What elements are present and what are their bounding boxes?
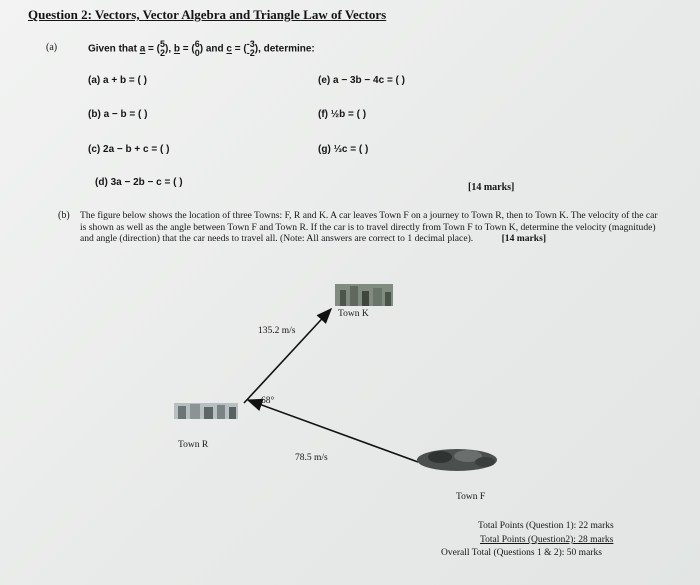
town-f-image — [417, 449, 497, 471]
item-g: (g) ⅓c = ( ) — [318, 144, 369, 155]
determine-text: , determine: — [258, 43, 315, 55]
velocity-rk-label: 135.2 m/s — [258, 326, 296, 336]
town-r-image — [174, 403, 238, 419]
angle-label: 68° — [261, 396, 275, 406]
item-e: (e) a − 3b − 4c = ( ) — [318, 75, 405, 86]
part-a-given-line: Given that a = ( 5 2 ), b = ( 6 0 ) and c = ( -3 -2 ), determine: — [88, 39, 315, 58]
item-a: (a) a + b = ( ) — [88, 75, 147, 86]
vector-a: 5 2 — [159, 39, 165, 58]
item-c: (c) 2a − b + c = ( ) — [88, 144, 170, 155]
question-title: Question 2: Vectors, Vector Algebra and Triangle Law of Vectors — [28, 7, 387, 22]
vector-r-to-k — [244, 309, 331, 403]
vector-c: -3 -2 — [246, 39, 255, 58]
town-r-label: Town R — [178, 440, 209, 450]
item-f: (f) ½b = ( ) — [318, 109, 367, 120]
vector-b-name: b — [173, 43, 180, 55]
item-d: (d) 3a − 2b − c = ( ) — [95, 177, 183, 188]
total-q1: Total Points (Question 1): 22 marks — [478, 521, 614, 531]
town-f-label: Town F — [456, 492, 486, 502]
vector-f-to-r — [248, 400, 418, 462]
part-a-marks: [14 marks] — [468, 182, 515, 193]
part-a-label: (a) — [46, 42, 58, 53]
item-b: (b) a − b = ( ) — [88, 109, 148, 120]
and-text: and — [205, 43, 224, 55]
town-k-label: Town K — [338, 309, 369, 319]
part-b-label: (b) — [58, 210, 70, 221]
vector-b: 6 0 — [194, 39, 200, 58]
total-q2: Total Points (Question2): 28 marks — [480, 535, 614, 545]
given-prefix: Given that — [88, 43, 137, 55]
vector-a-name: a — [139, 43, 146, 55]
overall-total: Overall Total (Questions 1 & 2): 50 marks — [441, 548, 602, 558]
velocity-fr-label: 78.5 m/s — [295, 453, 328, 463]
part-b-marks: [14 marks] — [501, 233, 547, 245]
vector-c-name: c — [226, 43, 232, 55]
town-k-image — [335, 284, 393, 306]
part-b-text: The figure below shows the location of three Towns: F, R and K. A car leaves Town F on a journey to Town R, then to Town K. The velocity of the car is shown as well as the angle between Town F and Town R. If the car is to travel directly from Town F to Town K, determine the velocity (magnitude) and angle (direction) that the car needs to travel all. (Note: All answers are correct to 1 decimal place). [14 marks] — [80, 210, 658, 245]
